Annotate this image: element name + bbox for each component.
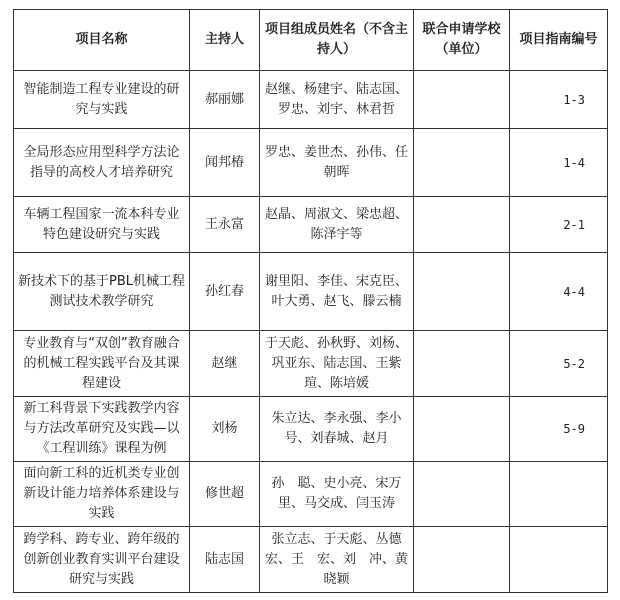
project-members: 张立志、于天彪、丛德宏、王 宏、刘 冲、黄晓颖 [260, 527, 414, 593]
table-row [14, 397, 608, 462]
project-members: 于天彪、孙秋野、刘杨、巩亚东、陆志国、王紫瑄、陈培媛 [260, 331, 414, 397]
header-code: 项目指南编号 [510, 10, 608, 71]
project-code: 1-4 [510, 129, 608, 197]
project-school [414, 397, 510, 462]
project-table-container [13, 9, 608, 593]
project-members: 赵晶、周淑文、梁忠超、陈泽宇等 [260, 197, 414, 253]
project-name: 面向新工科的近机类专业创新设计能力培养体系建设与实践 [14, 462, 190, 527]
project-host: 王永富 [190, 197, 260, 253]
project-members: 朱立达、李永强、李小号、刘春城、赵月 [260, 397, 414, 462]
project-code [510, 462, 608, 527]
project-name: 全局形态应用型科学方法论指导的高校人才培养研究 [14, 129, 190, 197]
project-code: 1-3 [510, 71, 608, 129]
table-row [14, 71, 608, 129]
project-name: 新工科背景下实践教学内容与方法改革研究及实践—以《工程训练》课程为例 [14, 397, 190, 462]
header-members: 项目组成员姓名（不含主持人） [260, 10, 414, 71]
project-host: 郝丽娜 [190, 71, 260, 129]
project-table [13, 9, 608, 593]
project-name: 智能制造工程专业建设的研究与实践 [14, 71, 190, 129]
project-code: 4-4 [510, 253, 608, 331]
project-host: 赵继 [190, 331, 260, 397]
project-school [414, 129, 510, 197]
project-code: 5-9 [510, 397, 608, 462]
table-row [14, 253, 608, 331]
table-row [14, 129, 608, 197]
project-name: 新技术下的基于PBL机械工程测试技术教学研究 [14, 253, 190, 331]
project-school [414, 331, 510, 397]
project-school [414, 253, 510, 331]
project-host: 闻邦椿 [190, 129, 260, 197]
project-code: 2-1 [510, 197, 608, 253]
header-host: 主持人 [190, 10, 260, 71]
header-school: 联合申请学校（单位） [414, 10, 510, 71]
table-row [14, 527, 608, 593]
project-school [414, 462, 510, 527]
table-row [14, 462, 608, 527]
header-row [14, 10, 608, 71]
project-school [414, 197, 510, 253]
table-row [14, 197, 608, 253]
project-host: 修世超 [190, 462, 260, 527]
project-members: 罗忠、姜世杰、孙伟、任朝晖 [260, 129, 414, 197]
project-code: 5-2 [510, 331, 608, 397]
project-name: 车辆工程国家一流本科专业特色建设研究与实践 [14, 197, 190, 253]
project-host: 孙红春 [190, 253, 260, 331]
project-name: 跨学科、跨专业、跨年级的创新创业教育实训平台建设研究与实践 [14, 527, 190, 593]
project-school [414, 71, 510, 129]
project-host: 刘杨 [190, 397, 260, 462]
project-name: 专业教育与“双创”教育融合的机械工程实践平台及其课程建设 [14, 331, 190, 397]
project-host: 陆志国 [190, 527, 260, 593]
header-name: 项目名称 [14, 10, 190, 71]
project-members: 谢里阳、李佳、宋克臣、叶大勇、赵飞、滕云楠 [260, 253, 414, 331]
project-members: 赵继、杨建宇、陆志国、罗忠、刘宇、林君哲 [260, 71, 414, 129]
project-members: 孙 聪、史小亮、宋万里、马交成、闫玉涛 [260, 462, 414, 527]
table-row [14, 331, 608, 397]
project-school [414, 527, 510, 593]
project-code [510, 527, 608, 593]
